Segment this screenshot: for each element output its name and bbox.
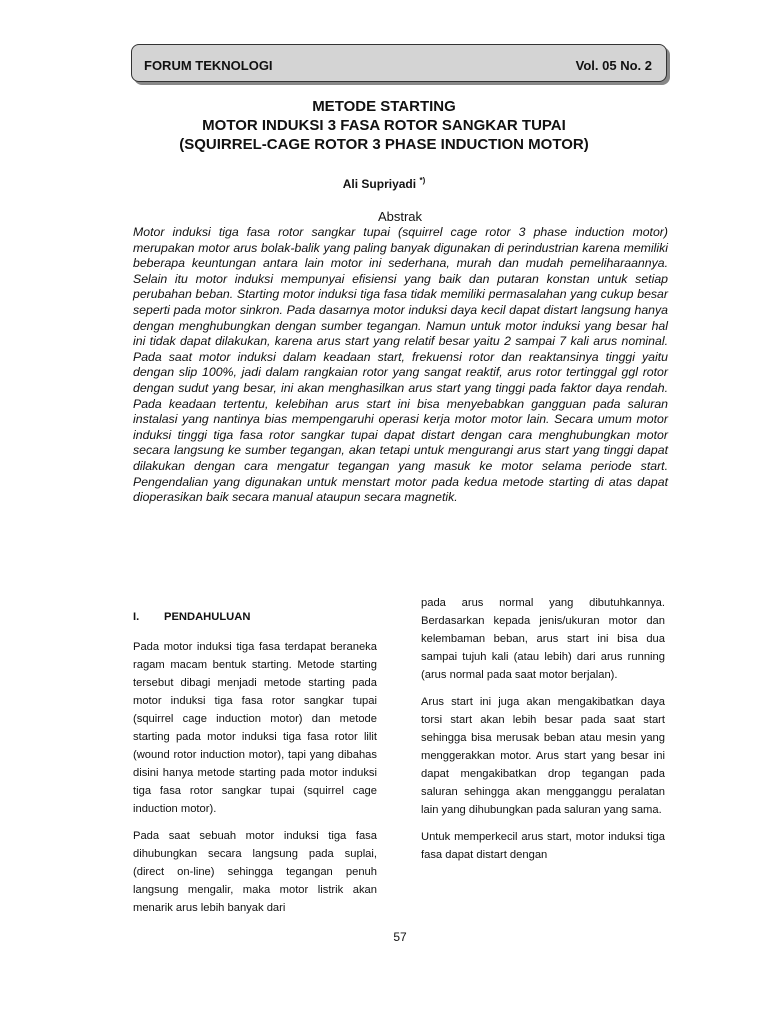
section-title: PENDAHULUAN: [164, 611, 251, 623]
author-footnote-mark: *): [419, 176, 426, 185]
title-line-1: METODE STARTING: [312, 98, 456, 115]
paragraph: Pada saat sebuah motor induksi tiga fasa dihubungkan secara langsung pada suplai, (direct on-line) sehingga tegangan penuh langsung mengalir, maka motor listrik akan menarik arus lebih banyak dari: [133, 830, 377, 914]
page-number: 57: [393, 930, 407, 944]
title-line-3: (SQUIRREL-CAGE ROTOR 3 PHASE INDUCTION MOTOR): [179, 136, 589, 153]
journal-header-bar: [131, 44, 667, 82]
right-column: [421, 594, 665, 873]
abstract-text: Motor induksi tiga fasa rotor sangkar tupai (squirrel cage rotor 3 phase induction motor) merupakan motor arus bolak-balik yang paling banyak digunakan di perindustrian karena memiliki beberapa keuntungan antara lain motor ini sederhana, murah dan mudah pemeliharaannya. Selain itu motor induksi mempunyai efisiensi yang baik dan putaran konstan untuk setiap perubahan beban. Starting motor induksi tiga fasa tidak memiliki permasalahan yang cukup besar seperti pada motor sinkron. Pada dasarnya motor induksi daya kecil dapat distart langsung hanya dengan menghubungkan dengan sumber tegangan. Namun untuk motor induksi yang besar hal ini tidak dapat dilakukan, karena arus start yang relatif besar yaitu 2 sampai 7 kali arus nominal. Pada saat motor induksi dalam keadaan start, frekuensi rotor dan reaktansinya tinggi yaitu dengan slip 100%, jadi dalam rangkaian rotor yang sangat reaktif, arus rotor tertinggal ggl rotor dengan sudut yang besar, ini akan menghasilkan arus start yang tinggi pada faktor daya rendah. Pada keadaan tertentu, kelebihan arus start ini bisa menyebabkan gangguan pada saluran instalasi yang nantinya bias mempengaruhi operasi kerja motor motor lain. Secara umum motor induksi tinggi tiga fasa rotor sangkar tupai dapat distart dengan cara menghubungkan motor secara langsung ke sumber tegangan, akan tetapi untuk mengurangi arus start yang tinggi dapat dilakukan dengan cara mengatur tegangan yang masuk ke motor selama periode start. Pengendalian yang digunakan untuk menstart motor pada kedua metode starting di atas dapat dioperasikan baik secara manual ataupun secara magnetik.: [133, 225, 668, 505]
journal-name: FORUM TEKNOLOGI: [144, 58, 273, 73]
author-name: Ali Supriyadi: [342, 177, 417, 191]
title-line-2: MOTOR INDUKSI 3 FASA ROTOR SANGKAR TUPAI: [202, 117, 566, 134]
paragraph: Untuk memperkecil arus start, motor induksi tiga fasa dapat distart dengan: [421, 831, 665, 861]
paragraph: Pada motor induksi tiga fasa terdapat beraneka ragam macam bentuk starting. Metode starting tersebut dibagi menjadi metode starting pada motor induksi tiga fasa rotor sangkar tupai (squirrel cage induction motor) dan metode starting pada motor induksi tiga fasa rotor lilit (wound rotor induction motor), tapi yang dibahas disini hanya metode starting pada motor induksi tiga fasa rotor sangkar tupai (squirrel cage induction motor).: [133, 641, 377, 815]
left-column: [133, 600, 377, 926]
author-line: [0, 176, 768, 191]
paragraph: Arus start ini juga akan mengakibatkan daya torsi start akan lebih besar pada saat start sehingga bisa merusak beban atau mesin yang menggerakkan motor. Arus start yang besar ini dapat mengakibatkan drop tegangan pada saluran sehingga akan mengganggu peralatan lain yang dihubungkan pada saluran yang sama.: [421, 696, 665, 816]
journal-volume: Vol. 05 No. 2: [575, 58, 652, 73]
section-number: I.: [133, 611, 140, 623]
abstract-heading: Abstrak: [377, 209, 423, 224]
section-heading: [133, 608, 377, 626]
paper-title: [0, 97, 768, 154]
paragraph: pada arus normal yang dibutuhkannya. Berdasarkan kepada jenis/ukuran motor dan kelembaman beban, arus start ini bisa dua sampai tujuh kali (atau lebih) dari arus running (arus normal pada saat motor berjalan).: [421, 597, 665, 681]
